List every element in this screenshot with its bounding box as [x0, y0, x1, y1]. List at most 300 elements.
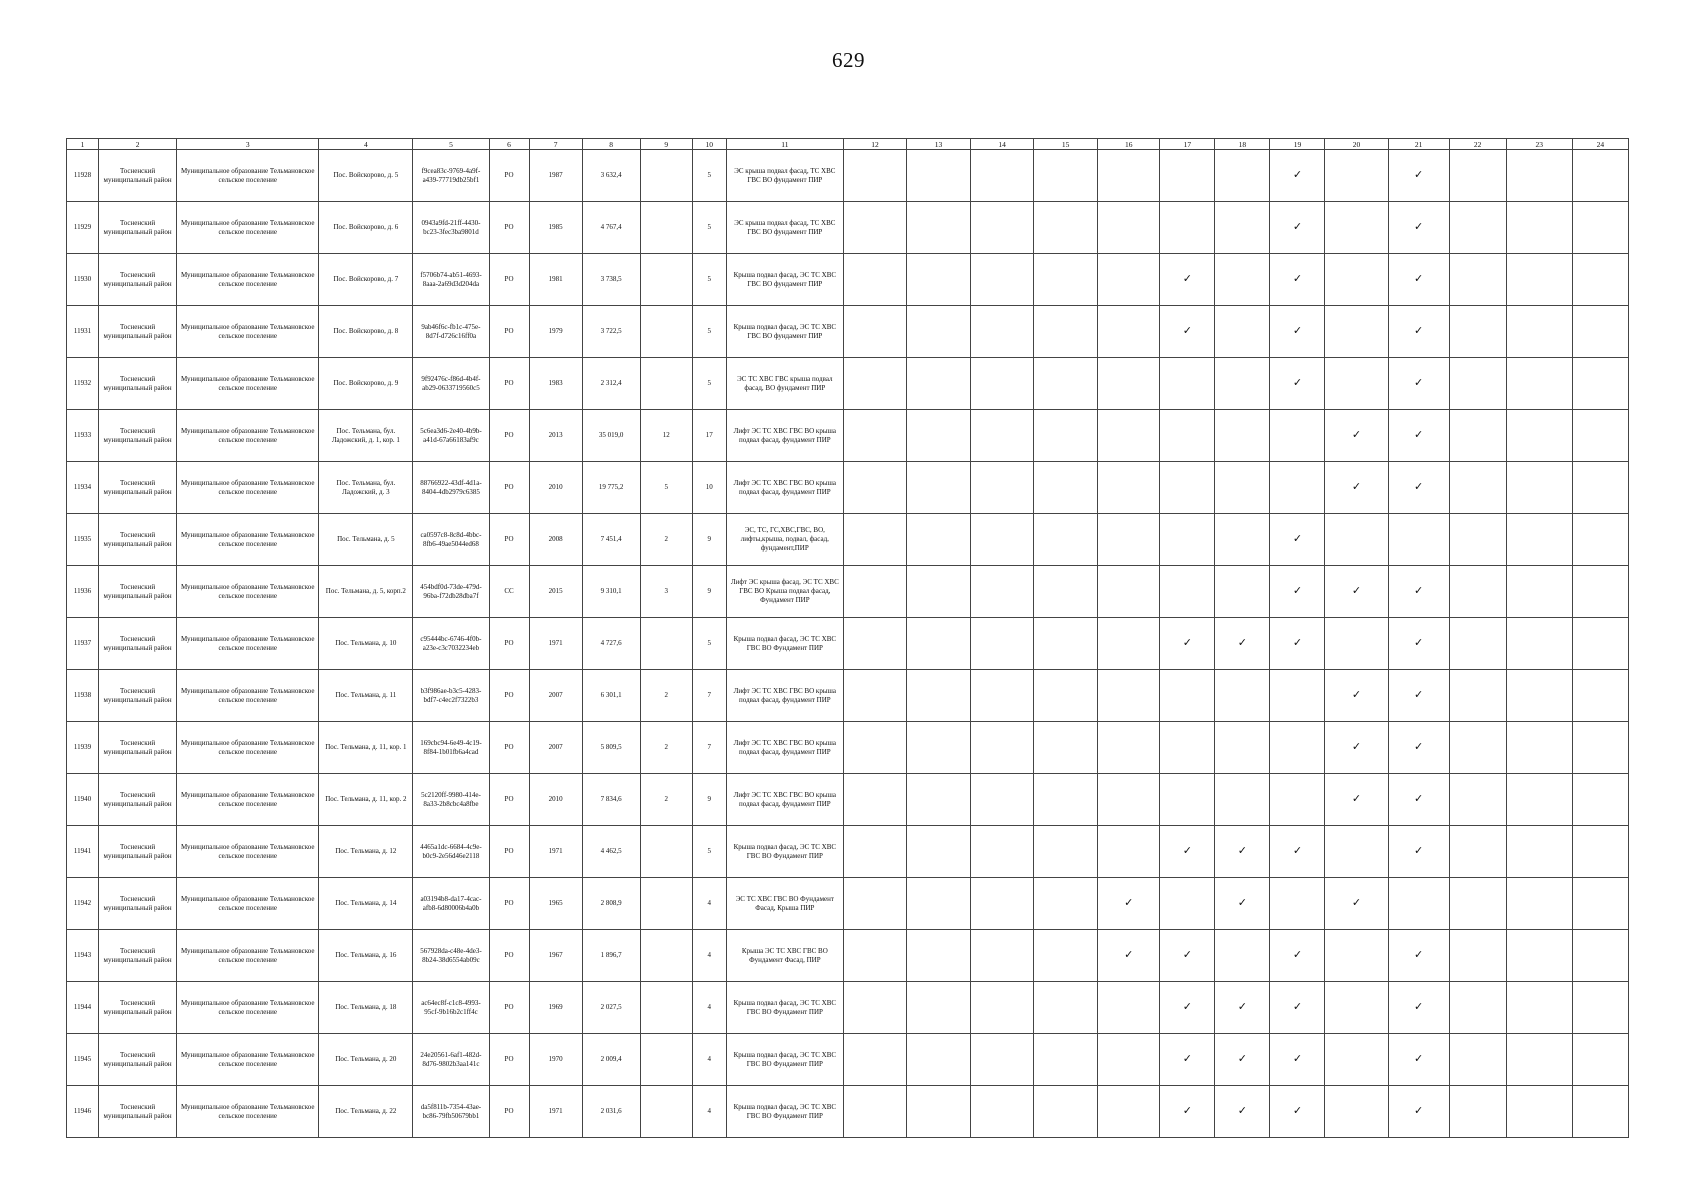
col10-cell: 5: [692, 306, 726, 358]
col12-cell: [843, 358, 906, 410]
col15-cell: [1034, 1034, 1098, 1086]
col14-cell: [971, 722, 1034, 774]
col17-cell: [1160, 306, 1215, 358]
col12-cell: [843, 982, 906, 1034]
municipality-cell: Муниципальное образование Тельмановское сельское поселение: [177, 670, 319, 722]
col20-cell: [1325, 1034, 1388, 1086]
col16-cell: [1098, 566, 1160, 618]
table-row: [67, 826, 1629, 878]
col18-cell: [1215, 566, 1270, 618]
check-mark-icon: ✓: [1237, 1104, 1247, 1117]
table-row: [67, 358, 1629, 410]
col13-cell: [906, 150, 970, 202]
col22-cell: [1449, 878, 1506, 930]
col12-cell: [843, 878, 906, 930]
type-cell: РО: [489, 1034, 529, 1086]
guid-cell: 0943a9fd-21ff-4430-bc23-3fec3ba9801d: [413, 202, 489, 254]
col14-cell: [971, 514, 1034, 566]
check-mark-icon: ✓: [1182, 1104, 1192, 1117]
guid-cell: 88766922-43df-4d1a-8404-4db2979c6385: [413, 462, 489, 514]
year-cell: 2013: [529, 410, 582, 462]
col13-cell: [906, 930, 970, 982]
col13-cell: [906, 618, 970, 670]
col19-cell: [1270, 618, 1325, 670]
check-mark-icon: ✓: [1292, 948, 1303, 961]
col10-cell: 7: [692, 670, 726, 722]
col23-cell: [1506, 774, 1572, 826]
column-header-14: 14: [971, 139, 1034, 150]
col20-cell: [1325, 982, 1388, 1034]
col14-cell: [971, 566, 1034, 618]
works-cell: Лифт ЭС ТС ХВС ГВС ВО крыша подвал фасад, фундамент ПИР: [726, 722, 843, 774]
address-cell: Пос. Тельмана, д. 22: [319, 1086, 413, 1138]
col23-cell: [1506, 1034, 1572, 1086]
col17-cell: [1160, 410, 1215, 462]
check-mark-icon: ✓: [1292, 272, 1303, 285]
works-cell: Лифт ЭС ТС ХВС ГВС ВО крыша подвал фасад, фундамент ПИР: [726, 462, 843, 514]
check-mark-icon: ✓: [1413, 1052, 1424, 1065]
col19-cell: [1270, 202, 1325, 254]
municipality-cell: Муниципальное образование Тельмановское сельское поселение: [177, 566, 319, 618]
col23-cell: [1506, 150, 1572, 202]
address-cell: Пос. Тельмана, д. 18: [319, 982, 413, 1034]
check-mark-icon: ✓: [1351, 584, 1362, 597]
col18-cell: [1215, 514, 1270, 566]
district-cell: Тосненский муниципальный район: [99, 930, 177, 982]
year-cell: 1971: [529, 826, 582, 878]
district-cell: Тосненский муниципальный район: [99, 410, 177, 462]
col9-cell: [640, 982, 692, 1034]
col17-cell: [1160, 670, 1215, 722]
col12-cell: [843, 826, 906, 878]
check-mark-icon: ✓: [1292, 844, 1303, 857]
col10-cell: 5: [692, 202, 726, 254]
col21-cell: [1388, 1086, 1449, 1138]
table-row: [67, 670, 1629, 722]
area-cell: 19 775,2: [582, 462, 640, 514]
col12-cell: [843, 670, 906, 722]
district-cell: Тосненский муниципальный район: [99, 254, 177, 306]
check-mark-icon: ✓: [1413, 428, 1424, 441]
col21-cell: [1388, 202, 1449, 254]
area-cell: 9 310,1: [582, 566, 640, 618]
col23-cell: [1506, 618, 1572, 670]
check-mark-icon: ✓: [1292, 220, 1303, 233]
row-id-cell: 11945: [67, 1034, 99, 1086]
col10-cell: 10: [692, 462, 726, 514]
col19-cell: [1270, 462, 1325, 514]
row-id-cell: 11942: [67, 878, 99, 930]
col14-cell: [971, 982, 1034, 1034]
works-cell: ЭС крыша подвал фасад, ТС ХВС ГВС ВО фундамент ПИР: [726, 150, 843, 202]
col18-cell: [1215, 358, 1270, 410]
works-cell: Крыша подвал фасад, ЭС ТС ХВС ГВС ВО Фундамент ПИР: [726, 618, 843, 670]
year-cell: 2008: [529, 514, 582, 566]
col16-cell: [1098, 774, 1160, 826]
check-mark-icon: ✓: [1413, 948, 1424, 961]
col19-cell: [1270, 358, 1325, 410]
table-row: [67, 982, 1629, 1034]
col22-cell: [1449, 670, 1506, 722]
col12-cell: [843, 1086, 906, 1138]
col13-cell: [906, 774, 970, 826]
column-header-5: 5: [413, 139, 489, 150]
check-mark-icon: ✓: [1292, 324, 1303, 337]
type-cell: РО: [489, 670, 529, 722]
guid-cell: f5706b74-ab51-4693-8aaa-2a69d3d204da: [413, 254, 489, 306]
row-id-cell: 11941: [67, 826, 99, 878]
page-number: 629: [832, 48, 865, 72]
works-cell: ЭС ТС ХВС ГВС крыша подвал фасад, ВО фундамент ПИР: [726, 358, 843, 410]
col9-cell: [640, 618, 692, 670]
col24-cell: [1572, 254, 1628, 306]
col16-cell: [1098, 410, 1160, 462]
col12-cell: [843, 930, 906, 982]
column-header-3: 3: [177, 139, 319, 150]
municipality-cell: Муниципальное образование Тельмановское сельское поселение: [177, 1034, 319, 1086]
col10-cell: 17: [692, 410, 726, 462]
col20-cell: [1325, 514, 1388, 566]
col23-cell: [1506, 930, 1572, 982]
guid-cell: 5c6ea3d6-2e40-4b9b-a41d-67a66183af9c: [413, 410, 489, 462]
area-cell: 4 767,4: [582, 202, 640, 254]
col20-cell: [1325, 150, 1388, 202]
col19-cell: [1270, 514, 1325, 566]
col17-cell: [1160, 1086, 1215, 1138]
col20-cell: [1325, 202, 1388, 254]
col10-cell: 5: [692, 150, 726, 202]
col16-cell: [1098, 202, 1160, 254]
area-cell: 4 462,5: [582, 826, 640, 878]
col13-cell: [906, 462, 970, 514]
guid-cell: f9cea83c-9769-4a9f-a439-77719db25bf1: [413, 150, 489, 202]
check-mark-icon: ✓: [1292, 1052, 1303, 1065]
col20-cell: [1325, 1086, 1388, 1138]
col15-cell: [1034, 826, 1098, 878]
address-cell: Пос. Тельмана, д. 11, кор. 1: [319, 722, 413, 774]
col23-cell: [1506, 566, 1572, 618]
col18-cell: [1215, 982, 1270, 1034]
works-cell: Крыша подвал фасад, ЭС ТС ХВС ГВС ВО Фундамент ПИР: [726, 982, 843, 1034]
col21-cell: [1388, 462, 1449, 514]
col18-cell: [1215, 254, 1270, 306]
col24-cell: [1572, 826, 1628, 878]
col17-cell: [1160, 254, 1215, 306]
year-cell: 1967: [529, 930, 582, 982]
guid-cell: b3f986ae-b3c5-4283-bdf7-c4ec2f7322b3: [413, 670, 489, 722]
check-mark-icon: ✓: [1237, 844, 1247, 857]
col15-cell: [1034, 202, 1098, 254]
col13-cell: [906, 410, 970, 462]
col20-cell: [1325, 670, 1388, 722]
col9-cell: 2: [640, 722, 692, 774]
col10-cell: 9: [692, 774, 726, 826]
col22-cell: [1449, 306, 1506, 358]
column-header-4: 4: [319, 139, 413, 150]
district-cell: Тосненский муниципальный район: [99, 982, 177, 1034]
address-cell: Пос. Тельмана, бул. Ладожский, д. 3: [319, 462, 413, 514]
col19-cell: [1270, 878, 1325, 930]
col15-cell: [1034, 982, 1098, 1034]
col20-cell: [1325, 358, 1388, 410]
guid-cell: 24e20561-6af1-482d-8d76-9802b3aa141c: [413, 1034, 489, 1086]
col16-cell: [1098, 826, 1160, 878]
col22-cell: [1449, 462, 1506, 514]
check-mark-icon: ✓: [1292, 168, 1303, 181]
district-cell: Тосненский муниципальный район: [99, 826, 177, 878]
column-header-9: 9: [640, 139, 692, 150]
year-cell: 1987: [529, 150, 582, 202]
col21-cell: [1388, 150, 1449, 202]
registry-table: [66, 138, 1629, 1138]
area-cell: 3 722,5: [582, 306, 640, 358]
col9-cell: [640, 930, 692, 982]
col10-cell: 4: [692, 930, 726, 982]
address-cell: Пос. Тельмана, д. 14: [319, 878, 413, 930]
check-mark-icon: ✓: [1413, 584, 1424, 597]
col14-cell: [971, 670, 1034, 722]
col13-cell: [906, 566, 970, 618]
col14-cell: [971, 462, 1034, 514]
year-cell: 1965: [529, 878, 582, 930]
col16-cell: [1098, 670, 1160, 722]
type-cell: РО: [489, 1086, 529, 1138]
municipality-cell: Муниципальное образование Тельмановское сельское поселение: [177, 878, 319, 930]
col16-cell: [1098, 878, 1160, 930]
check-mark-icon: ✓: [1413, 792, 1424, 805]
col10-cell: 5: [692, 618, 726, 670]
col14-cell: [971, 306, 1034, 358]
check-mark-icon: ✓: [1351, 896, 1362, 909]
check-mark-icon: ✓: [1124, 896, 1134, 909]
col21-cell: [1388, 878, 1449, 930]
col9-cell: 2: [640, 514, 692, 566]
col9-cell: [640, 254, 692, 306]
type-cell: РО: [489, 878, 529, 930]
check-mark-icon: ✓: [1237, 636, 1247, 649]
row-id-cell: 11929: [67, 202, 99, 254]
guid-cell: ca0597c8-8c8d-4bbc-8fb6-49ae5044ed68: [413, 514, 489, 566]
column-header-7: 7: [529, 139, 582, 150]
check-mark-icon: ✓: [1351, 792, 1362, 805]
column-header-10: 10: [692, 139, 726, 150]
col21-cell: [1388, 930, 1449, 982]
col24-cell: [1572, 722, 1628, 774]
guid-cell: c95444bc-6746-4f0b-a23e-c3c7032234eb: [413, 618, 489, 670]
col23-cell: [1506, 462, 1572, 514]
col23-cell: [1506, 358, 1572, 410]
col21-cell: [1388, 410, 1449, 462]
col17-cell: [1160, 982, 1215, 1034]
col20-cell: [1325, 930, 1388, 982]
row-id-cell: 11938: [67, 670, 99, 722]
municipality-cell: Муниципальное образование Тельмановское сельское поселение: [177, 722, 319, 774]
works-cell: Крыша подвал фасад, ЭС ТС ХВС ГВС ВО Фундамент ПИР: [726, 826, 843, 878]
col20-cell: [1325, 254, 1388, 306]
works-cell: ЭС крыша подвал фасад, ТС ХВС ГВС ВО фундамент ПИР: [726, 202, 843, 254]
area-cell: 7 834,6: [582, 774, 640, 826]
area-cell: 2 808,9: [582, 878, 640, 930]
year-cell: 1970: [529, 1034, 582, 1086]
col9-cell: 2: [640, 670, 692, 722]
works-cell: Крыша подвал фасад, ЭС ТС ХВС ГВС ВО фундамент ПИР: [726, 254, 843, 306]
col16-cell: [1098, 514, 1160, 566]
col18-cell: [1215, 826, 1270, 878]
col16-cell: [1098, 462, 1160, 514]
col14-cell: [971, 878, 1034, 930]
col16-cell: [1098, 722, 1160, 774]
col12-cell: [843, 514, 906, 566]
check-mark-icon: ✓: [1182, 324, 1192, 337]
col22-cell: [1449, 150, 1506, 202]
year-cell: 1981: [529, 254, 582, 306]
type-cell: РО: [489, 826, 529, 878]
district-cell: Тосненский муниципальный район: [99, 618, 177, 670]
column-header-8: 8: [582, 139, 640, 150]
district-cell: Тосненский муниципальный район: [99, 306, 177, 358]
check-mark-icon: ✓: [1413, 168, 1424, 181]
address-cell: Пос. Войскорово, д. 8: [319, 306, 413, 358]
table-row: [67, 774, 1629, 826]
col22-cell: [1449, 1034, 1506, 1086]
col12-cell: [843, 722, 906, 774]
col15-cell: [1034, 150, 1098, 202]
col19-cell: [1270, 410, 1325, 462]
col22-cell: [1449, 982, 1506, 1034]
col10-cell: 5: [692, 358, 726, 410]
column-header-18: 18: [1215, 139, 1270, 150]
type-cell: РО: [489, 514, 529, 566]
type-cell: РО: [489, 982, 529, 1034]
area-cell: 35 019,0: [582, 410, 640, 462]
municipality-cell: Муниципальное образование Тельмановское сельское поселение: [177, 618, 319, 670]
col21-cell: [1388, 358, 1449, 410]
col21-cell: [1388, 566, 1449, 618]
col15-cell: [1034, 306, 1098, 358]
col12-cell: [843, 774, 906, 826]
area-cell: 2 027,5: [582, 982, 640, 1034]
col10-cell: 7: [692, 722, 726, 774]
guid-cell: 567928da-c48e-4de3-8b24-38d6554ab09c: [413, 930, 489, 982]
year-cell: 1971: [529, 618, 582, 670]
col23-cell: [1506, 722, 1572, 774]
col14-cell: [971, 254, 1034, 306]
col23-cell: [1506, 670, 1572, 722]
check-mark-icon: ✓: [1237, 1052, 1247, 1065]
col22-cell: [1449, 722, 1506, 774]
col17-cell: [1160, 202, 1215, 254]
row-id-cell: 11946: [67, 1086, 99, 1138]
col18-cell: [1215, 878, 1270, 930]
col16-cell: [1098, 150, 1160, 202]
check-mark-icon: ✓: [1413, 636, 1424, 649]
col13-cell: [906, 1034, 970, 1086]
district-cell: Тосненский муниципальный район: [99, 150, 177, 202]
col21-cell: [1388, 306, 1449, 358]
area-cell: 4 727,6: [582, 618, 640, 670]
check-mark-icon: ✓: [1413, 324, 1424, 337]
guid-cell: 454bdf0d-73de-479d-96ba-f72db28dba7f: [413, 566, 489, 618]
col19-cell: [1270, 722, 1325, 774]
col17-cell: [1160, 826, 1215, 878]
municipality-cell: Муниципальное образование Тельмановское сельское поселение: [177, 358, 319, 410]
table-row: [67, 254, 1629, 306]
col16-cell: [1098, 1086, 1160, 1138]
col24-cell: [1572, 462, 1628, 514]
row-id-cell: 11932: [67, 358, 99, 410]
column-header-23: 23: [1506, 139, 1572, 150]
works-cell: Лифт ЭС ТС ХВС ГВС ВО крыша подвал фасад, фундамент ПИР: [726, 410, 843, 462]
col10-cell: 4: [692, 1086, 726, 1138]
type-cell: РО: [489, 722, 529, 774]
municipality-cell: Муниципальное образование Тельмановское сельское поселение: [177, 462, 319, 514]
col13-cell: [906, 1086, 970, 1138]
col17-cell: [1160, 462, 1215, 514]
col9-cell: [640, 202, 692, 254]
row-id-cell: 11940: [67, 774, 99, 826]
check-mark-icon: ✓: [1413, 376, 1424, 389]
col14-cell: [971, 930, 1034, 982]
check-mark-icon: ✓: [1182, 1052, 1192, 1065]
row-id-cell: 11943: [67, 930, 99, 982]
type-cell: РО: [489, 358, 529, 410]
table-row: [67, 410, 1629, 462]
col17-cell: [1160, 150, 1215, 202]
check-mark-icon: ✓: [1292, 1000, 1303, 1013]
col23-cell: [1506, 826, 1572, 878]
col19-cell: [1270, 774, 1325, 826]
area-cell: 1 896,7: [582, 930, 640, 982]
check-mark-icon: ✓: [1413, 844, 1424, 857]
row-id-cell: 11933: [67, 410, 99, 462]
year-cell: 2010: [529, 774, 582, 826]
table-row: [67, 930, 1629, 982]
col15-cell: [1034, 930, 1098, 982]
col23-cell: [1506, 410, 1572, 462]
col12-cell: [843, 618, 906, 670]
col10-cell: 4: [692, 982, 726, 1034]
col22-cell: [1449, 930, 1506, 982]
type-cell: СС: [489, 566, 529, 618]
address-cell: Пос. Тельмана, д. 20: [319, 1034, 413, 1086]
municipality-cell: Муниципальное образование Тельмановское сельское поселение: [177, 774, 319, 826]
type-cell: РО: [489, 930, 529, 982]
col10-cell: 4: [692, 878, 726, 930]
col15-cell: [1034, 254, 1098, 306]
col16-cell: [1098, 1034, 1160, 1086]
col13-cell: [906, 826, 970, 878]
col16-cell: [1098, 618, 1160, 670]
address-cell: Пос. Войскорово, д. 9: [319, 358, 413, 410]
guid-cell: a03194b8-da17-4cac-afb8-6d80006b4a0b: [413, 878, 489, 930]
municipality-cell: Муниципальное образование Тельмановское сельское поселение: [177, 514, 319, 566]
row-id-cell: 11931: [67, 306, 99, 358]
col19-cell: [1270, 930, 1325, 982]
col13-cell: [906, 202, 970, 254]
col19-cell: [1270, 150, 1325, 202]
col24-cell: [1572, 566, 1628, 618]
row-id-cell: 11935: [67, 514, 99, 566]
col9-cell: 2: [640, 774, 692, 826]
column-header-6: 6: [489, 139, 529, 150]
col23-cell: [1506, 254, 1572, 306]
col9-cell: [640, 1034, 692, 1086]
col9-cell: [640, 150, 692, 202]
column-header-12: 12: [843, 139, 906, 150]
col21-cell: [1388, 722, 1449, 774]
column-header-13: 13: [906, 139, 970, 150]
works-cell: Крыша ЭС ТС ХВС ГВС ВО Фундамент Фасад, ПИР: [726, 930, 843, 982]
